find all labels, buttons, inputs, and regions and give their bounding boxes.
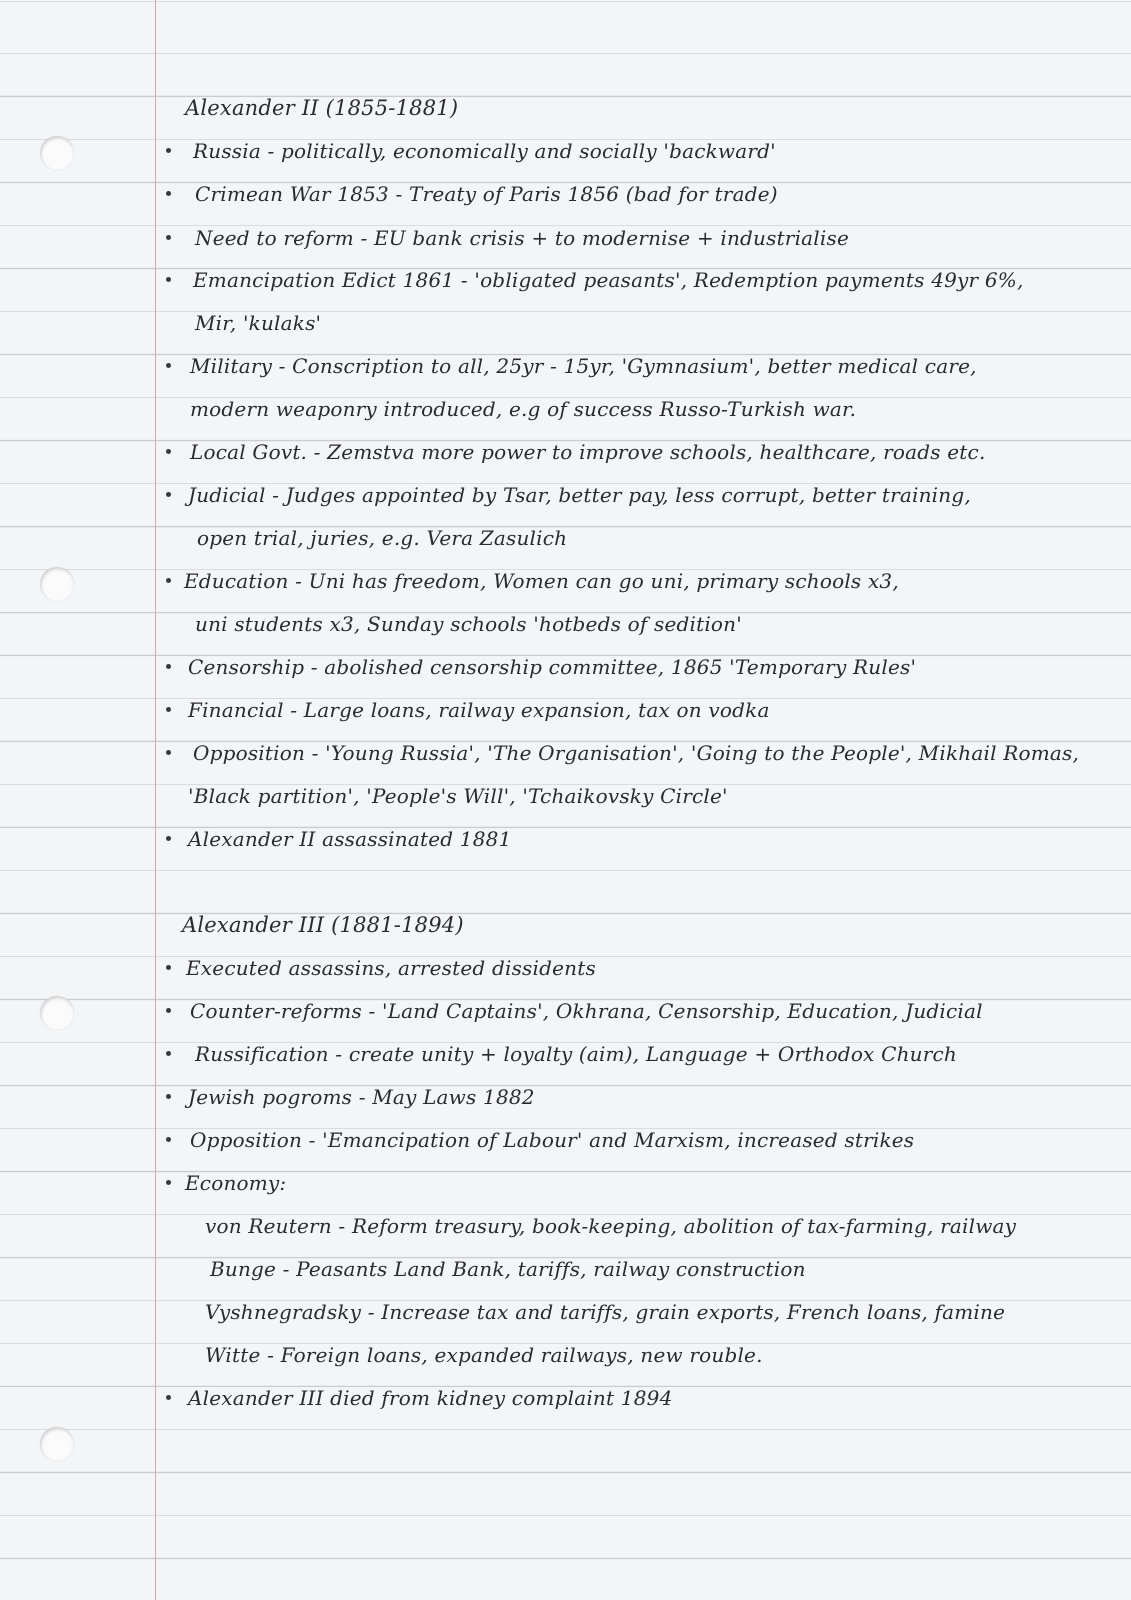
note-line: Jewish pogroms - May Laws 1882 bbox=[188, 1085, 535, 1109]
section-heading: Alexander III (1881-1894) bbox=[182, 913, 464, 937]
bullet bbox=[166, 235, 171, 240]
note-line: 'Black partition', 'People's Will', 'Tchaikovsky Circle' bbox=[188, 784, 728, 808]
note-line: Censorship - abolished censorship committee, 1865 'Temporary Rules' bbox=[188, 655, 917, 679]
bullet bbox=[166, 148, 171, 153]
bullet bbox=[166, 836, 171, 841]
bullet bbox=[166, 578, 171, 583]
note-line: uni students x3, Sunday schools 'hotbeds of sedition' bbox=[195, 612, 742, 636]
note-line: Local Govt. - Zemstva more power to improve schools, healthcare, roads etc. bbox=[190, 440, 986, 464]
note-line: Opposition - 'Young Russia', 'The Organisation', 'Going to the People', Mikhail Romas, bbox=[193, 741, 1080, 765]
bullet bbox=[166, 750, 171, 755]
bullet bbox=[166, 492, 171, 497]
note-line: Judicial - Judges appointed by Tsar, better pay, less corrupt, better training, bbox=[188, 483, 971, 507]
note-line: Witte - Foreign loans, expanded railways, new rouble. bbox=[205, 1343, 763, 1367]
bullet bbox=[166, 965, 171, 970]
note-line: Executed assassins, arrested dissidents bbox=[186, 956, 596, 980]
note-line: modern weaponry introduced, e.g of success Russo-Turkish war. bbox=[190, 397, 857, 421]
section-heading: Alexander II (1855-1881) bbox=[185, 96, 459, 120]
note-line: Vyshnegradsky - Increase tax and tariffs, grain exports, French loans, famine bbox=[205, 1300, 1006, 1324]
bullet bbox=[166, 707, 171, 712]
note-line: open trial, juries, e.g. Vera Zasulich bbox=[197, 526, 568, 550]
bullet bbox=[166, 1137, 171, 1142]
bullet bbox=[166, 1395, 171, 1400]
note-line: Need to reform - EU bank crisis + to modernise + industrialise bbox=[195, 226, 849, 250]
note-line: Russia - politically, economically and socially 'backward' bbox=[193, 139, 776, 163]
bullet bbox=[166, 449, 171, 454]
note-line: Education - Uni has freedom, Women can go uni, primary schools x3, bbox=[184, 569, 899, 593]
note-line: von Reutern - Reform treasury, book-keeping, abolition of tax-farming, railway bbox=[205, 1214, 1017, 1238]
note-line: Mir, 'kulaks' bbox=[195, 311, 322, 335]
note-line: Financial - Large loans, railway expansion, tax on vodka bbox=[188, 698, 770, 722]
note-line: Russification - create unity + loyalty (aim), Language + Orthodox Church bbox=[195, 1042, 957, 1066]
note-line: Counter-reforms - 'Land Captains', Okhrana, Censorship, Education, Judicial bbox=[190, 999, 983, 1023]
bullet bbox=[166, 277, 171, 282]
note-line: Alexander II assassinated 1881 bbox=[188, 827, 512, 851]
note-line: Alexander III died from kidney complaint 1894 bbox=[188, 1386, 673, 1410]
bullet bbox=[166, 1094, 171, 1099]
note-line: Crimean War 1853 - Treaty of Paris 1856 (bad for trade) bbox=[195, 182, 778, 206]
bullet bbox=[166, 1051, 171, 1056]
note-line: Emancipation Edict 1861 - 'obligated peasants', Redemption payments 49yr 6%, bbox=[193, 268, 1024, 292]
note-line: Opposition - 'Emancipation of Labour' and Marxism, increased strikes bbox=[190, 1128, 915, 1152]
bullet bbox=[166, 363, 171, 368]
note-line: Bunge - Peasants Land Bank, tariffs, railway construction bbox=[210, 1257, 806, 1281]
bullet bbox=[166, 1180, 171, 1185]
bullet bbox=[166, 191, 171, 196]
bullet bbox=[166, 1008, 171, 1013]
note-line: Military - Conscription to all, 25yr - 15yr, 'Gymnasium', better medical care, bbox=[190, 354, 977, 378]
note-line: Economy: bbox=[185, 1171, 287, 1195]
bullet bbox=[166, 664, 171, 669]
